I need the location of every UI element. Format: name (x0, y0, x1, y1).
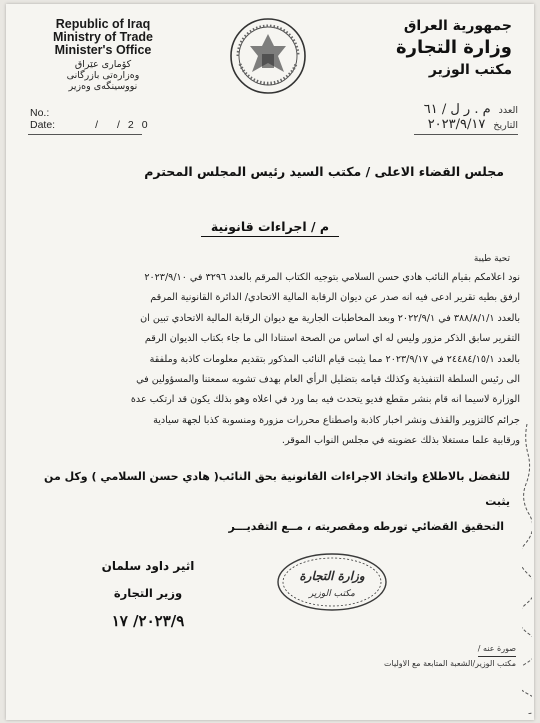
body-line: جرائم كالتزوير والقذف ونشر اخبار كاذبة واصطناع محررات مزورة ومنسوبة كذبا لجهة سيادية (153, 414, 520, 426)
copy-to-block (384, 642, 516, 671)
arabic-letterhead-line: وزارة التجارة (396, 37, 512, 58)
closing-request (20, 464, 510, 539)
english-letterhead-line: Ministry of Trade (52, 30, 154, 44)
date-ar-value: ٢٠٢٣/٩/١٧ (427, 117, 486, 132)
greeting: تحية طيبة (473, 254, 510, 264)
english-letterhead-line: Minister's Office (54, 43, 152, 57)
english-letterhead (44, 18, 162, 57)
signature-block (68, 552, 228, 636)
number-label: العدد (498, 105, 518, 116)
ministry-stamp-icon (276, 552, 388, 612)
cc-heading: صورة عنه / (478, 642, 516, 657)
stamp-text: مكتب الوزير (309, 589, 355, 599)
arabic-reference-block (424, 102, 518, 132)
closing-line: للتفضل بالاطلاع واتخاذ الاجراءات القانونية بحق النائب( هادي حسن السلامي ) وكل من يثبت (44, 470, 510, 508)
letter-body (15, 268, 520, 452)
subject-line (6, 219, 534, 234)
arabic-letterhead (382, 16, 512, 80)
body-line: ارفق بطيه تقرير ادعى فيه انه صدر عن ديوان الرقابة المالية الاتحادي/ الدائرة القانونية المرقم (150, 292, 520, 304)
date-value: / /20 (95, 119, 156, 131)
no-label: No.: (30, 107, 50, 119)
body-line: الوزارة لاسيما انه قام بنشر مقطع فديو يتحدث فيه بما ورد في اعلاه وهو بذلك يكون قد ارتكب عدة (130, 394, 520, 406)
arabic-letterhead-line: جمهورية العراق (403, 18, 512, 34)
body-line: ورقابية علما مستغلا بذلك عضويته في مجلس النواب الموقر. (281, 435, 520, 447)
kurdish-letterhead-line: نووسینگەی وەزیر (68, 81, 138, 92)
body-line: نود اعلامكم بقيام النائب هادي حسن السلامي بتوجيه الكتاب المرقم بالعدد ٣٢٩٦ في ٢٠٢٣/٩/١٠ (144, 272, 520, 283)
date-ar-label: التاريخ (493, 120, 518, 131)
margin-handwriting-icon (522, 424, 532, 714)
divider (28, 134, 142, 135)
body-line: التقرير سابق الذكر مزور وليس له اي اساس من الصحة استنادا الى ما جاء بكتاب الديوان الرقم (144, 333, 520, 345)
signature-date: ٢٠٢٣/٩/ ١٧ (111, 612, 185, 630)
signatory-title: وزير التجارة (113, 586, 183, 600)
english-letterhead-line: Republic of Iraq (55, 17, 151, 31)
ministry-seal-icon (228, 16, 308, 96)
document-page (6, 4, 534, 720)
cc-line: مكتب الوزير/الشعبة المتابعة مع الاوليات (383, 659, 516, 668)
arabic-letterhead-line: مكتب الوزير (428, 62, 512, 78)
closing-line: التحقيق القضائي تورطه ومقصريته ، مــع التقديـــر (228, 520, 504, 533)
stamp-text: وزارة التجارة (299, 569, 365, 583)
english-reference-block (30, 107, 156, 131)
signatory-name: اثير داود سلمان (101, 559, 195, 573)
body-line: بالعدد ٢٤٤٨٤/١٥/١ في ٢٠٢٣/٩/١٧ مما يثبت قيام النائب المذكور بتقديم معلومات كاذبة وملفقة (149, 353, 520, 365)
kurdish-letterhead (46, 59, 160, 92)
date-label: Date: (30, 119, 56, 131)
kurdish-letterhead-line: وەزارەتی بازرگانی (66, 70, 140, 81)
divider (414, 134, 518, 135)
addressee: مجلس القضاء الاعلى / مكتب السيد رئيس المجلس المحترم (144, 164, 504, 179)
body-line: الى رئيس السلطة التنفيذية وكذلك قيامه بتضليل الرأي العام بهدف تشويه سمعتنا والمسؤولين في (136, 374, 520, 386)
kurdish-letterhead-line: کۆماری عێراق (74, 59, 132, 70)
number-value: م . ر ل / ٦١ (423, 102, 491, 117)
subject-text: م / اجراءات قانونية (201, 219, 339, 237)
body-line: بالعدد ٣٨٨/٨/١/١ في ٢٠٢٢/٩/١ وبعد المخاطبات الجارية مع ديوان الرقابة المالية الاتحادي تبين ان (140, 312, 520, 324)
